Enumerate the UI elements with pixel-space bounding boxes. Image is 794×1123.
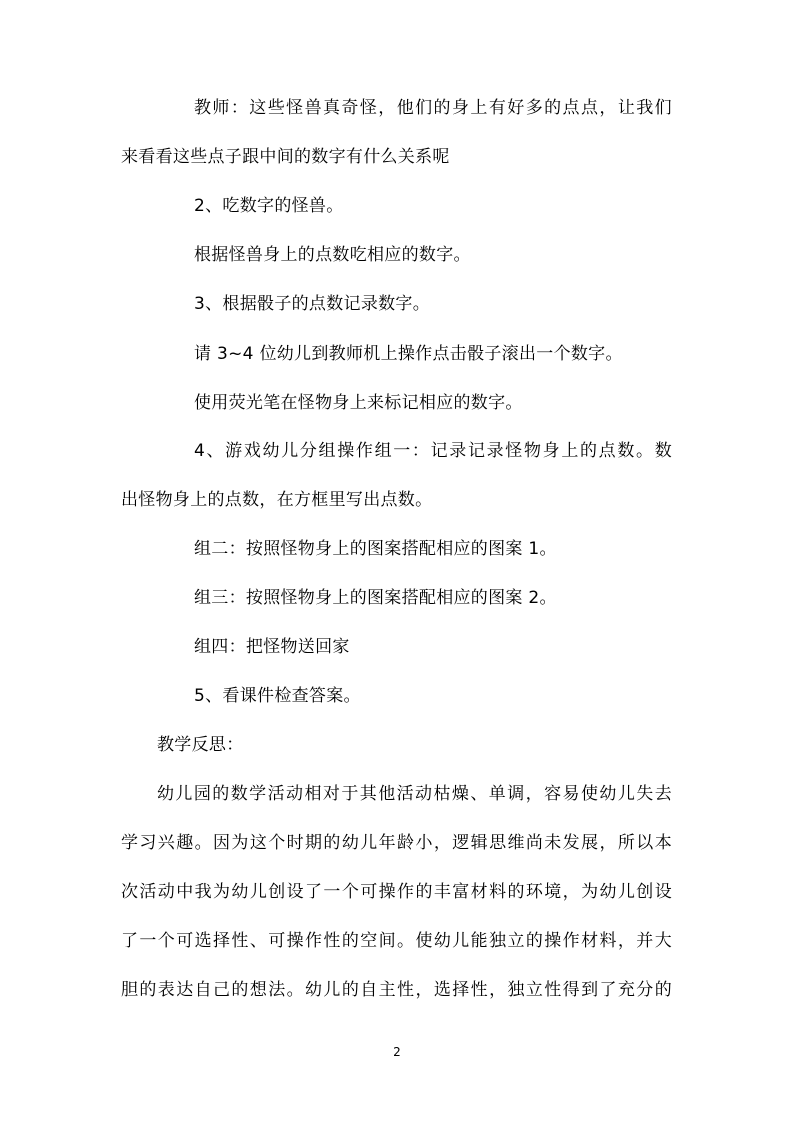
section-heading: 5、看课件检查答案。	[194, 686, 361, 706]
paragraph-line: 次活动中我为幼儿创设了一个可操作的丰富材料的环境，为幼儿创设	[121, 882, 672, 902]
paragraph-line: 来看看这些点子跟中间的数字有什么关系呢	[121, 147, 450, 167]
paragraph-line: 出怪物身上的点数，在方框里写出点数。	[121, 490, 433, 510]
page-number: 2	[393, 1045, 401, 1059]
section-heading: 2、吃数字的怪兽。	[194, 196, 344, 216]
section-heading: 教学反思：	[157, 735, 244, 755]
paragraph-line: 幼儿园的数学活动相对于其他活动枯燥、单调，容易使幼儿失去	[157, 784, 672, 804]
paragraph-line: 教师：这些怪兽真奇怪，他们的身上有好多的点点，让我们	[194, 98, 672, 118]
paragraph-line: 胆的表达自己的想法。幼儿的自主性，选择性，独立性得到了充分的	[121, 980, 672, 1000]
paragraph-line: 根据怪兽身上的点数吃相应的数字。	[194, 245, 471, 265]
paragraph-line: 组三：按照怪物身上的图案搭配相应的图案 2。	[194, 588, 557, 608]
paragraph-line: 组四：把怪物送回家	[194, 637, 350, 657]
paragraph-line: 了一个可选择性、可操作性的空间。使幼儿能独立的操作材料，并大	[121, 931, 672, 951]
paragraph-line: 组二：按照怪物身上的图案搭配相应的图案 1。	[194, 539, 557, 559]
paragraph-line: 请 3~4 位幼儿到教师机上操作点击骰子滚出一个数字。	[194, 344, 623, 364]
section-heading: 3、根据骰子的点数记录数字。	[194, 294, 431, 314]
paragraph-line: 使用荧光笔在怪物身上来标记相应的数字。	[194, 393, 523, 413]
section-heading: 4、游戏幼儿分组操作组一：记录记录怪物身上的点数。数	[194, 441, 672, 461]
paragraph-line: 学习兴趣。因为这个时期的幼儿年龄小，逻辑思维尚未发展，所以本	[121, 833, 672, 853]
